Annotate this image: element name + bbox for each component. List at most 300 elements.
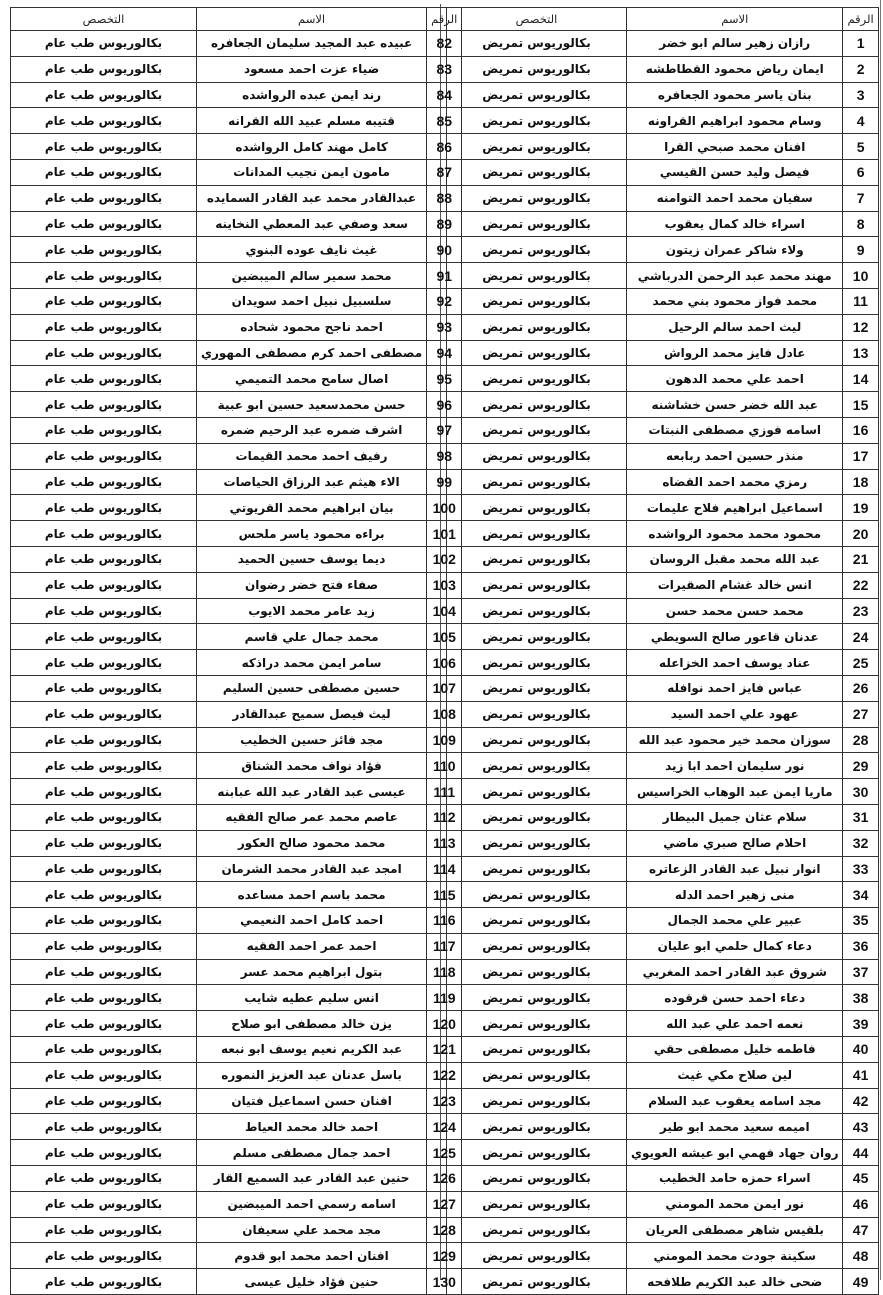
row-number: 32 xyxy=(843,830,878,856)
row-specialty: بكالوريوس طب عام xyxy=(11,56,197,82)
row-number: 4 xyxy=(843,108,878,134)
row-number: 24 xyxy=(843,624,878,650)
row-name: اسراء خالد كمال يعقوب xyxy=(627,211,843,237)
row-number: 127 xyxy=(427,1191,462,1217)
table-row xyxy=(11,392,462,418)
row-name: بلقيس شاهر مصطفى العريان xyxy=(627,1217,843,1243)
row-number: 101 xyxy=(427,521,462,547)
row-name: مجد محمد علي سعيفان xyxy=(197,1217,427,1243)
row-number: 42 xyxy=(843,1088,878,1114)
row-name: مامون ايمن نجيب المدانات xyxy=(197,159,427,185)
table-row xyxy=(11,1269,462,1295)
table-row xyxy=(11,1217,462,1243)
row-specialty: بكالوريوس طب عام xyxy=(11,804,197,830)
row-number: 22 xyxy=(843,572,878,598)
row-name: عيسى عبد القادر عبد الله عبابنه xyxy=(197,779,427,805)
row-name: عدنان قاعور صالح السويطي xyxy=(627,624,843,650)
row-number: 85 xyxy=(427,108,462,134)
row-name: ايمان رياض محمود القطاطشه xyxy=(627,56,843,82)
row-name: اسماعيل ابراهيم فلاح عليمات xyxy=(627,495,843,521)
row-name: الاء هيثم عبد الرزاق الحياصات xyxy=(197,469,427,495)
row-name: احمد ناجح محمود شحاده xyxy=(197,314,427,340)
row-specialty: بكالوريوس تمريض xyxy=(447,1140,627,1166)
row-number: 37 xyxy=(843,959,878,985)
row-number: 110 xyxy=(427,753,462,779)
row-name: براءه محمود ياسر ملحس xyxy=(197,521,427,547)
row-number: 106 xyxy=(427,650,462,676)
table-row xyxy=(447,1191,879,1217)
row-number: 29 xyxy=(843,753,878,779)
row-specialty: بكالوريوس طب عام xyxy=(11,856,197,882)
table-row xyxy=(11,727,462,753)
table-row xyxy=(11,1166,462,1192)
row-specialty: بكالوريوس تمريض xyxy=(447,495,627,521)
row-name: شروق عبد القادر احمد المغربي xyxy=(627,959,843,985)
row-name: ليث احمد سالم الرحيل xyxy=(627,314,843,340)
row-name: سلام عثان جميل البيطار xyxy=(627,804,843,830)
row-number: 104 xyxy=(427,598,462,624)
table-row xyxy=(447,263,879,289)
row-name: انس خالد غشام الصقيرات xyxy=(627,572,843,598)
row-number: 5 xyxy=(843,134,878,160)
table-row xyxy=(447,211,879,237)
row-name: عاصم محمد عمر صالح الفقيه xyxy=(197,804,427,830)
table-row xyxy=(11,211,462,237)
table-row xyxy=(11,546,462,572)
row-number: 2 xyxy=(843,56,878,82)
row-number: 108 xyxy=(427,701,462,727)
row-number: 31 xyxy=(843,804,878,830)
row-specialty: بكالوريوس تمريض xyxy=(447,108,627,134)
row-specialty: بكالوريوس تمريض xyxy=(447,598,627,624)
row-specialty: بكالوريوس تمريض xyxy=(447,727,627,753)
row-name: منذر حسين احمد ربابعه xyxy=(627,443,843,469)
row-number: 87 xyxy=(427,159,462,185)
row-specialty: بكالوريوس تمريض xyxy=(447,1191,627,1217)
row-number: 112 xyxy=(427,804,462,830)
row-specialty: بكالوريوس تمريض xyxy=(447,31,627,57)
row-number: 121 xyxy=(427,1037,462,1063)
table-row xyxy=(447,1243,879,1269)
row-specialty: بكالوريوس طب عام xyxy=(11,624,197,650)
row-specialty: بكالوريوس تمريض xyxy=(447,237,627,263)
row-specialty: بكالوريوس طب عام xyxy=(11,650,197,676)
row-name: محمد سمير سالم الميبضين xyxy=(197,263,427,289)
row-name: صفاء فتح خضر رضوان xyxy=(197,572,427,598)
row-number: 107 xyxy=(427,675,462,701)
row-name: اصال سامح محمد التميمي xyxy=(197,366,427,392)
row-specialty: بكالوريوس تمريض xyxy=(447,985,627,1011)
row-name: عباس فايز احمد نوافله xyxy=(627,675,843,701)
row-specialty: بكالوريوس تمريض xyxy=(447,933,627,959)
row-name: وسام محمود ابراهيم القراونه xyxy=(627,108,843,134)
row-name: مهند محمد عبد الرحمن الدرباشي xyxy=(627,263,843,289)
row-number: 18 xyxy=(843,469,878,495)
row-name: عبد الله خضر حسن خشاشنه xyxy=(627,392,843,418)
table-row xyxy=(11,108,462,134)
row-specialty: بكالوريوس تمريض xyxy=(447,753,627,779)
row-number: 15 xyxy=(843,392,878,418)
table-row xyxy=(11,1243,462,1269)
table-row xyxy=(11,779,462,805)
row-number: 92 xyxy=(427,288,462,314)
row-specialty: بكالوريوس طب عام xyxy=(11,1269,197,1295)
row-name: ولاء شاكر عمران زيتون xyxy=(627,237,843,263)
row-name: عبدالقادر محمد عبد القادر السمايده xyxy=(197,185,427,211)
row-specialty: بكالوريوس تمريض xyxy=(447,779,627,805)
row-number: 83 xyxy=(427,56,462,82)
table-row xyxy=(447,908,879,934)
row-name: مصطفى احمد كرم مصطفى المهوري xyxy=(197,340,427,366)
row-number: 39 xyxy=(843,1011,878,1037)
table-row xyxy=(447,1088,879,1114)
row-specialty: بكالوريوس تمريض xyxy=(447,675,627,701)
table-row xyxy=(447,675,879,701)
table-row xyxy=(447,546,879,572)
table-row xyxy=(447,443,879,469)
table-row xyxy=(11,650,462,676)
table-row xyxy=(11,443,462,469)
header-specialty: التخصص xyxy=(447,8,627,31)
table-row xyxy=(447,340,879,366)
row-specialty: بكالوريوس تمريض xyxy=(447,56,627,82)
row-specialty: بكالوريوس تمريض xyxy=(447,1166,627,1192)
table-row xyxy=(447,624,879,650)
table-row xyxy=(447,1269,879,1295)
row-name: لين صلاح مكي غيث xyxy=(627,1062,843,1088)
row-specialty: بكالوريوس تمريض xyxy=(447,650,627,676)
table-row xyxy=(11,1062,462,1088)
row-number: 113 xyxy=(427,830,462,856)
row-name: اشرف ضمره عبد الرحيم ضمره xyxy=(197,417,427,443)
row-name: عبير علي محمد الجمال xyxy=(627,908,843,934)
table-row xyxy=(447,469,879,495)
row-number: 117 xyxy=(427,933,462,959)
row-number: 1 xyxy=(843,31,878,57)
row-name: احمد عمر احمد الفقيه xyxy=(197,933,427,959)
row-number: 9 xyxy=(843,237,878,263)
header-name: الاسم xyxy=(627,8,843,31)
row-specialty: بكالوريوس تمريض xyxy=(447,417,627,443)
row-number: 115 xyxy=(427,882,462,908)
row-name: قتيبه مسلم عبيد الله القرانه xyxy=(197,108,427,134)
row-name: فاطمه خليل مصطفى حقي xyxy=(627,1037,843,1063)
row-name: انوار نبيل عبد القادر الزعاتره xyxy=(627,856,843,882)
table-row xyxy=(447,288,879,314)
table-row xyxy=(447,933,879,959)
row-number: 82 xyxy=(427,31,462,57)
table-row xyxy=(447,314,879,340)
table-row xyxy=(11,753,462,779)
row-number: 95 xyxy=(427,366,462,392)
table-row xyxy=(11,31,462,57)
row-specialty: بكالوريوس طب عام xyxy=(11,469,197,495)
table-row xyxy=(447,82,879,108)
row-specialty: بكالوريوس طب عام xyxy=(11,443,197,469)
table-row xyxy=(11,908,462,934)
row-name: نور ايمن محمد المومني xyxy=(627,1191,843,1217)
row-specialty: بكالوريوس طب عام xyxy=(11,701,197,727)
row-name: احمد كامل احمد النعيمي xyxy=(197,908,427,934)
row-specialty: بكالوريوس طب عام xyxy=(11,1037,197,1063)
medicine-roster-body xyxy=(11,31,462,1295)
row-specialty: بكالوريوس تمريض xyxy=(447,134,627,160)
row-name: محمد جمال علي قاسم xyxy=(197,624,427,650)
row-number: 34 xyxy=(843,882,878,908)
row-number: 120 xyxy=(427,1011,462,1037)
row-number: 116 xyxy=(427,908,462,934)
row-specialty: بكالوريوس تمريض xyxy=(447,830,627,856)
row-name: رازان زهير سالم ابو خضر xyxy=(627,31,843,57)
row-name: محمد حسن محمد حسن xyxy=(627,598,843,624)
table-row xyxy=(11,1088,462,1114)
table-row xyxy=(447,108,879,134)
table-row xyxy=(447,31,879,57)
row-specialty: بكالوريوس تمريض xyxy=(447,804,627,830)
row-name: محمد محمود صالح العكور xyxy=(197,830,427,856)
row-number: 33 xyxy=(843,856,878,882)
table-row xyxy=(11,495,462,521)
table-row xyxy=(447,1062,879,1088)
row-specialty: بكالوريوس تمريض xyxy=(447,340,627,366)
row-name: فؤاد نواف محمد الشناق xyxy=(197,753,427,779)
table-row xyxy=(447,392,879,418)
row-specialty: بكالوريوس تمريض xyxy=(447,211,627,237)
row-name: احمد جمال مصطفى مسلم xyxy=(197,1140,427,1166)
table-row xyxy=(447,882,879,908)
row-specialty: بكالوريوس طب عام xyxy=(11,1140,197,1166)
table-row xyxy=(11,624,462,650)
row-name: دعاء كمال حلمي ابو عليان xyxy=(627,933,843,959)
row-number: 25 xyxy=(843,650,878,676)
row-number: 13 xyxy=(843,340,878,366)
table-row xyxy=(11,933,462,959)
row-name: رند ايمن عبده الرواشده xyxy=(197,82,427,108)
header-number: الرقم xyxy=(843,8,878,31)
row-number: 45 xyxy=(843,1166,878,1192)
row-specialty: بكالوريوس طب عام xyxy=(11,134,197,160)
row-number: 129 xyxy=(427,1243,462,1269)
row-specialty: بكالوريوس طب عام xyxy=(11,211,197,237)
row-name: سعد وصفي عبد المعطي النخاينه xyxy=(197,211,427,237)
row-name: رمزي محمد احمد القضاه xyxy=(627,469,843,495)
table-row xyxy=(11,185,462,211)
row-number: 47 xyxy=(843,1217,878,1243)
table-row xyxy=(11,1037,462,1063)
row-specialty: بكالوريوس تمريض xyxy=(447,1217,627,1243)
row-specialty: بكالوريوس تمريض xyxy=(447,1114,627,1140)
row-number: 12 xyxy=(843,314,878,340)
row-name: عبد الله محمد مقبل الروسان xyxy=(627,546,843,572)
row-name: غيث نايف عوده البنوي xyxy=(197,237,427,263)
row-name: عبيده عبد المجيد سليمان الجعافره xyxy=(197,31,427,57)
row-number: 88 xyxy=(427,185,462,211)
row-name: رفيف احمد محمد القيمات xyxy=(197,443,427,469)
row-number: 93 xyxy=(427,314,462,340)
row-specialty: بكالوريوس طب عام xyxy=(11,779,197,805)
row-name: اسراء حمزه حامد الخطيب xyxy=(627,1166,843,1192)
table-row xyxy=(447,830,879,856)
row-number: 97 xyxy=(427,417,462,443)
row-name: سامر ايمن محمد دراذكه xyxy=(197,650,427,676)
row-number: 109 xyxy=(427,727,462,753)
row-name: اسامه فوزي مصطفى النبتات xyxy=(627,417,843,443)
row-specialty: بكالوريوس طب عام xyxy=(11,1166,197,1192)
table-row xyxy=(447,1037,879,1063)
row-specialty: بكالوريوس طب عام xyxy=(11,263,197,289)
table-row xyxy=(11,882,462,908)
row-number: 27 xyxy=(843,701,878,727)
row-number: 43 xyxy=(843,1114,878,1140)
row-number: 44 xyxy=(843,1140,878,1166)
row-name: منى زهير احمد الدله xyxy=(627,882,843,908)
page-border xyxy=(880,0,881,1280)
row-name: مجد فائز حسين الخطيب xyxy=(197,727,427,753)
row-name: احمد خالد محمد العياط xyxy=(197,1114,427,1140)
row-specialty: بكالوريوس طب عام xyxy=(11,521,197,547)
row-number: 7 xyxy=(843,185,878,211)
row-number: 86 xyxy=(427,134,462,160)
row-specialty: بكالوريوس طب عام xyxy=(11,366,197,392)
row-number: 105 xyxy=(427,624,462,650)
header-specialty: التخصص xyxy=(11,8,197,31)
row-specialty: بكالوريوس طب عام xyxy=(11,830,197,856)
table-row xyxy=(11,417,462,443)
row-number: 126 xyxy=(427,1166,462,1192)
row-specialty: بكالوريوس طب عام xyxy=(11,495,197,521)
table-row xyxy=(11,340,462,366)
table-row xyxy=(447,56,879,82)
table-row xyxy=(447,959,879,985)
row-name: بتول ابراهيم محمد عسر xyxy=(197,959,427,985)
row-number: 84 xyxy=(427,82,462,108)
row-name: اسامه رسمي احمد الميبضين xyxy=(197,1191,427,1217)
row-name: حسين مصطفى حسين السليم xyxy=(197,675,427,701)
row-number: 17 xyxy=(843,443,878,469)
row-specialty: بكالوريوس تمريض xyxy=(447,521,627,547)
table-row xyxy=(11,830,462,856)
row-specialty: بكالوريوس تمريض xyxy=(447,1269,627,1295)
row-specialty: بكالوريوس طب عام xyxy=(11,675,197,701)
table-row xyxy=(447,159,879,185)
row-specialty: بكالوريوس تمريض xyxy=(447,546,627,572)
table-row xyxy=(11,82,462,108)
row-name: ضحى خالد عبد الكريم طلافحه xyxy=(627,1269,843,1295)
row-name: احلام صالح صبري ماضي xyxy=(627,830,843,856)
row-number: 89 xyxy=(427,211,462,237)
table-row xyxy=(447,572,879,598)
table-row xyxy=(11,1191,462,1217)
table-row xyxy=(11,263,462,289)
row-specialty: بكالوريوس تمريض xyxy=(447,572,627,598)
row-specialty: بكالوريوس طب عام xyxy=(11,1088,197,1114)
row-specialty: بكالوريوس طب عام xyxy=(11,392,197,418)
row-number: 36 xyxy=(843,933,878,959)
row-specialty: بكالوريوس تمريض xyxy=(447,82,627,108)
row-specialty: بكالوريوس تمريض xyxy=(447,366,627,392)
row-name: ليث فيصل سميح عبدالقادر xyxy=(197,701,427,727)
row-name: عناد يوسف احمد الخزاعله xyxy=(627,650,843,676)
row-number: 118 xyxy=(427,959,462,985)
row-name: مجد اسامه يعقوب عبد السلام xyxy=(627,1088,843,1114)
row-number: 48 xyxy=(843,1243,878,1269)
row-number: 20 xyxy=(843,521,878,547)
row-number: 102 xyxy=(427,546,462,572)
table-row xyxy=(447,650,879,676)
row-specialty: بكالوريوس طب عام xyxy=(11,546,197,572)
row-name: فيصل وليد حسن القيسي xyxy=(627,159,843,185)
row-specialty: بكالوريوس تمريض xyxy=(447,1088,627,1114)
row-number: 26 xyxy=(843,675,878,701)
table-row xyxy=(447,495,879,521)
row-number: 3 xyxy=(843,82,878,108)
table-row xyxy=(11,469,462,495)
row-specialty: بكالوريوس طب عام xyxy=(11,314,197,340)
table-row xyxy=(447,237,879,263)
table-row xyxy=(11,134,462,160)
row-number: 122 xyxy=(427,1062,462,1088)
row-name: ماريا ايمن عبد الوهاب الخراسيس xyxy=(627,779,843,805)
row-number: 124 xyxy=(427,1114,462,1140)
row-number: 41 xyxy=(843,1062,878,1088)
row-specialty: بكالوريوس طب عام xyxy=(11,31,197,57)
row-number: 19 xyxy=(843,495,878,521)
row-number: 90 xyxy=(427,237,462,263)
row-number: 46 xyxy=(843,1191,878,1217)
row-specialty: بكالوريوس طب عام xyxy=(11,237,197,263)
nursing-roster-body xyxy=(447,31,879,1295)
row-specialty: بكالوريوس تمريض xyxy=(447,443,627,469)
row-specialty: بكالوريوس طب عام xyxy=(11,1114,197,1140)
row-name: افنان احمد محمد ابو قدوم xyxy=(197,1243,427,1269)
medicine-roster-table xyxy=(10,7,462,1295)
row-name: حنين عبد القادر عبد السميع القار xyxy=(197,1166,427,1192)
row-name: زيد عامر محمد الايوب xyxy=(197,598,427,624)
row-number: 28 xyxy=(843,727,878,753)
row-name: محمود محمد محمود الرواشده xyxy=(627,521,843,547)
row-specialty: بكالوريوس تمريض xyxy=(447,1011,627,1037)
row-number: 96 xyxy=(427,392,462,418)
row-name: اميمه سعيد محمد ابو طير xyxy=(627,1114,843,1140)
row-name: بنان ياسر محمود الجعافره xyxy=(627,82,843,108)
row-name: عبد الكريم نعيم يوسف ابو نبعه xyxy=(197,1037,427,1063)
table-row xyxy=(447,417,879,443)
table-row xyxy=(11,56,462,82)
table-row xyxy=(447,366,879,392)
row-specialty: بكالوريوس طب عام xyxy=(11,108,197,134)
row-specialty: بكالوريوس طب عام xyxy=(11,598,197,624)
row-specialty: بكالوريوس تمريض xyxy=(447,159,627,185)
row-specialty: بكالوريوس تمريض xyxy=(447,908,627,934)
row-specialty: بكالوريوس طب عام xyxy=(11,985,197,1011)
row-number: 10 xyxy=(843,263,878,289)
table-row xyxy=(11,1011,462,1037)
row-specialty: بكالوريوس تمريض xyxy=(447,701,627,727)
row-name: دعاء احمد حسن قرقوده xyxy=(627,985,843,1011)
row-specialty: بكالوريوس طب عام xyxy=(11,933,197,959)
nursing-roster-table xyxy=(446,7,879,1295)
row-name: حنين فؤاد خليل عيسى xyxy=(197,1269,427,1295)
row-name: باسل عدنان عبد العزيز النموره xyxy=(197,1062,427,1088)
table-row xyxy=(11,675,462,701)
row-number: 38 xyxy=(843,985,878,1011)
row-number: 16 xyxy=(843,417,878,443)
row-number: 99 xyxy=(427,469,462,495)
row-specialty: بكالوريوس تمريض xyxy=(447,288,627,314)
row-number: 100 xyxy=(427,495,462,521)
table-row xyxy=(11,1114,462,1140)
row-number: 49 xyxy=(843,1269,878,1295)
